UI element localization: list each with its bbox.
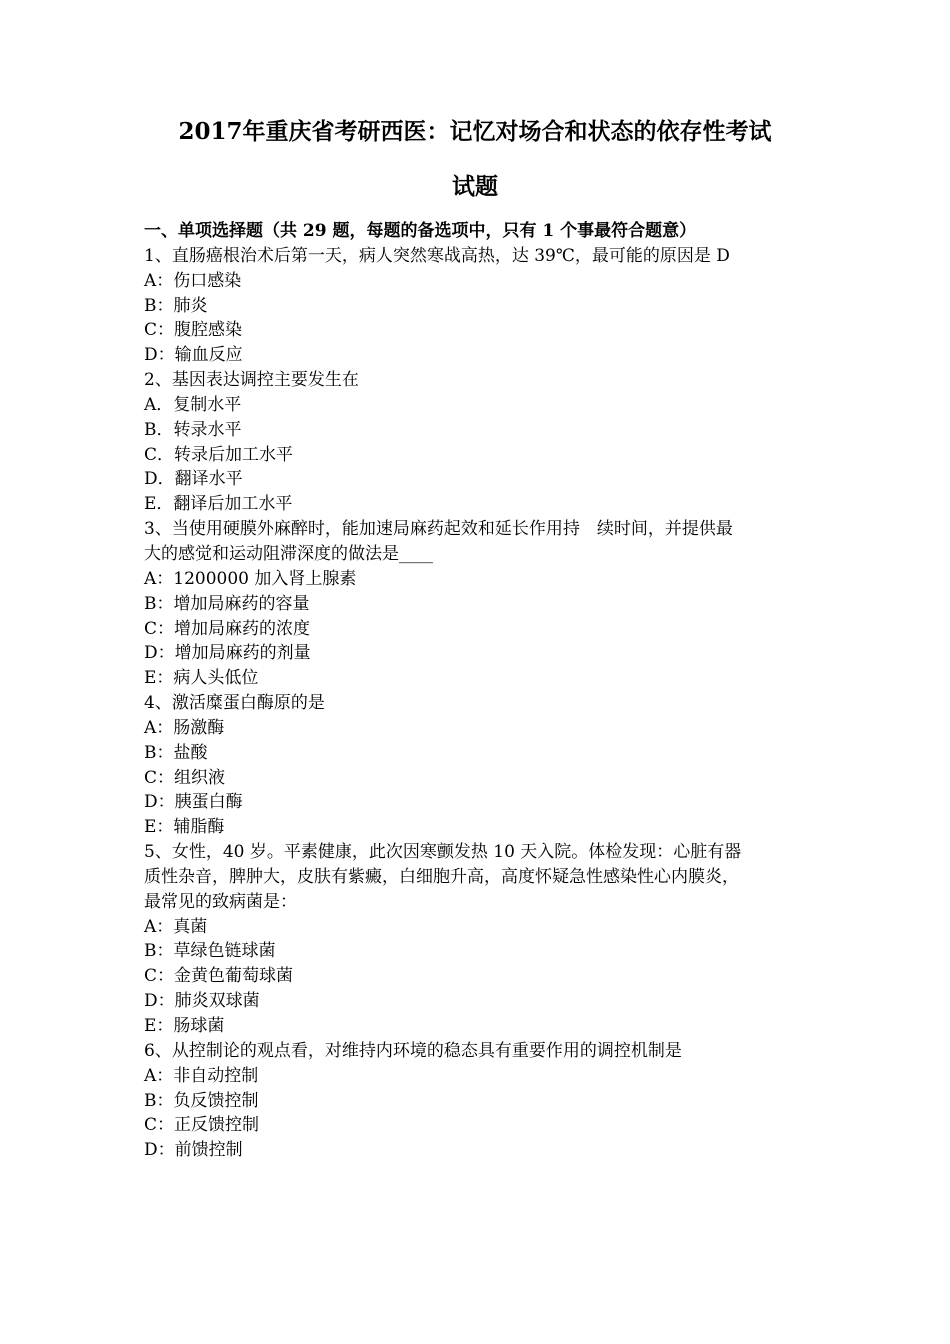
text-line: C：腹腔感染	[144, 320, 243, 341]
text-line: D：前馈控制	[144, 1140, 243, 1161]
text-line: E：肠球菌	[144, 1016, 225, 1036]
text-line: A．复制水平	[144, 394, 242, 415]
document-body	[144, 219, 809, 1163]
text-line: B．转录水平	[144, 419, 242, 440]
text-line: B：盐酸	[144, 742, 208, 763]
text-line: C．转录后加工水平	[144, 444, 294, 465]
document-title-line-2: 试题	[452, 173, 498, 200]
text-line: B：草绿色链球菌	[144, 941, 276, 962]
text-line: 大的感觉和运动阻滞深度的做法是____	[144, 543, 433, 564]
text-line: 3、当使用硬膜外麻醉时，能加速局麻药起效和延长作用持 续时间，并提供最	[144, 519, 733, 540]
question-lines	[144, 244, 809, 1163]
text-line: D：输血反应	[144, 345, 243, 366]
text-line: 4、激活糜蛋白酶原的是	[144, 693, 325, 714]
text-line: 最常见的致病菌是：	[144, 891, 297, 912]
text-line: D：肺炎双球菌	[144, 991, 260, 1012]
text-line: C：增加局麻药的浓度	[144, 618, 311, 639]
text-line: A：真菌	[144, 916, 208, 937]
text-line: C：金黄色葡萄球菌	[144, 966, 294, 987]
text-line: 2、基因表达调控主要发生在	[144, 370, 359, 391]
text-line: B：负反馈控制	[144, 1090, 259, 1111]
text-line: E．翻译后加工水平	[144, 494, 293, 515]
text-line: 质性杂音，脾肿大，皮肤有紫癜，白细胞升高，高度怀疑急性感染性心内膜炎，	[144, 866, 739, 887]
section-heading: 一、单项选择题（共 29 题，每题的备选项中，只有 1 个事最符合题意）	[144, 221, 697, 241]
text-line: E：辅脂酶	[144, 817, 225, 838]
text-line: E：病人头低位	[144, 668, 259, 689]
text-line: 5、女性，40 岁。平素健康，此次因寒颤发热 10 天入院。体检发现：心脏有器	[144, 842, 742, 863]
text-line: D：增加局麻药的剂量	[144, 643, 311, 664]
text-line: C：组织液	[144, 767, 226, 788]
text-line: 1、直肠癌根治术后第一天，病人突然寒战高热，达 39℃，最可能的原因是 D	[144, 245, 730, 266]
text-line: D：胰蛋白酶	[144, 792, 243, 813]
text-line: A：伤口感染	[144, 270, 242, 291]
text-line: A：非自动控制	[144, 1065, 259, 1086]
document-title-line-1: 2017年重庆省考研西医：记忆对场合和状态的依存性考试	[178, 118, 772, 145]
text-line: D．翻译水平	[144, 469, 243, 490]
text-line: B：增加局麻药的容量	[144, 593, 310, 614]
text-line: 6、从控制论的观点看，对维持内环境的稳态具有重要作用的调控机制是	[144, 1040, 682, 1061]
text-line: B：肺炎	[144, 295, 208, 316]
text-line: A：1200000 加入肾上腺素	[144, 568, 357, 589]
text-line: A：肠激酶	[144, 717, 225, 738]
text-line: C：正反馈控制	[144, 1115, 260, 1136]
